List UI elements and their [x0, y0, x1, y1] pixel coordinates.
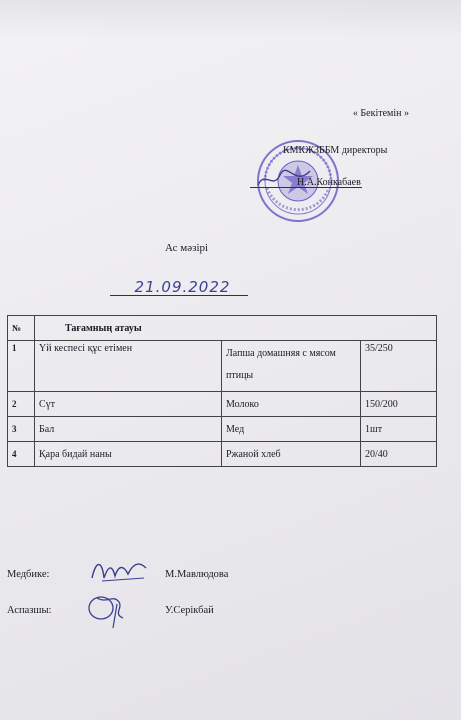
dish-name-kz: Сүт	[35, 392, 222, 417]
dish-name-ru: Ржаной хлеб	[222, 442, 361, 467]
table-row	[8, 341, 437, 392]
approval-heading: « Бекітемін »	[352, 108, 409, 119]
director-signature-icon	[255, 165, 315, 193]
menu-title: Ас мәзірі	[165, 242, 209, 254]
dish-quantity: 20/40	[361, 442, 437, 467]
nurse-label: Медбике:	[7, 569, 50, 580]
dish-quantity: 35/250	[361, 341, 437, 392]
director-title: КМКЖЗББМ директоры	[283, 145, 388, 156]
cook-signature-icon	[83, 590, 133, 632]
header-number: №	[8, 316, 35, 341]
dish-name-ru: Молоко	[222, 392, 361, 417]
date-underline	[110, 295, 248, 296]
dish-name-kz: Бал	[35, 417, 222, 442]
menu-table	[7, 315, 437, 467]
row-number: 3	[8, 417, 35, 442]
table-header-row	[8, 316, 437, 341]
header-dish-name: Тағамның атауы	[35, 316, 437, 341]
cook-name: У.Серікбай	[165, 605, 214, 616]
table-row	[8, 442, 437, 467]
dish-name-kz: Қара бидай наны	[35, 442, 222, 467]
paper-shadow	[0, 0, 461, 40]
dish-name-ru: Лапша домашняя с мясом птицы	[222, 341, 361, 392]
cook-label: Аспазшы:	[7, 605, 52, 616]
director-name: Н.А.Конкабаев	[297, 177, 361, 188]
table-row	[8, 392, 437, 417]
row-number: 2	[8, 392, 35, 417]
dish-quantity: 150/200	[361, 392, 437, 417]
dish-name-kz: Үй кеспесі құс етімен	[35, 341, 222, 392]
row-number: 4	[8, 442, 35, 467]
table-row	[8, 417, 437, 442]
nurse-name: М.Мавлюдова	[165, 569, 229, 580]
row-number: 1	[8, 341, 35, 392]
dish-name-ru: Мед	[222, 417, 361, 442]
dish-quantity: 1шт	[361, 417, 437, 442]
nurse-signature-icon	[88, 556, 150, 586]
menu-date: 21.09.2022	[134, 278, 231, 296]
